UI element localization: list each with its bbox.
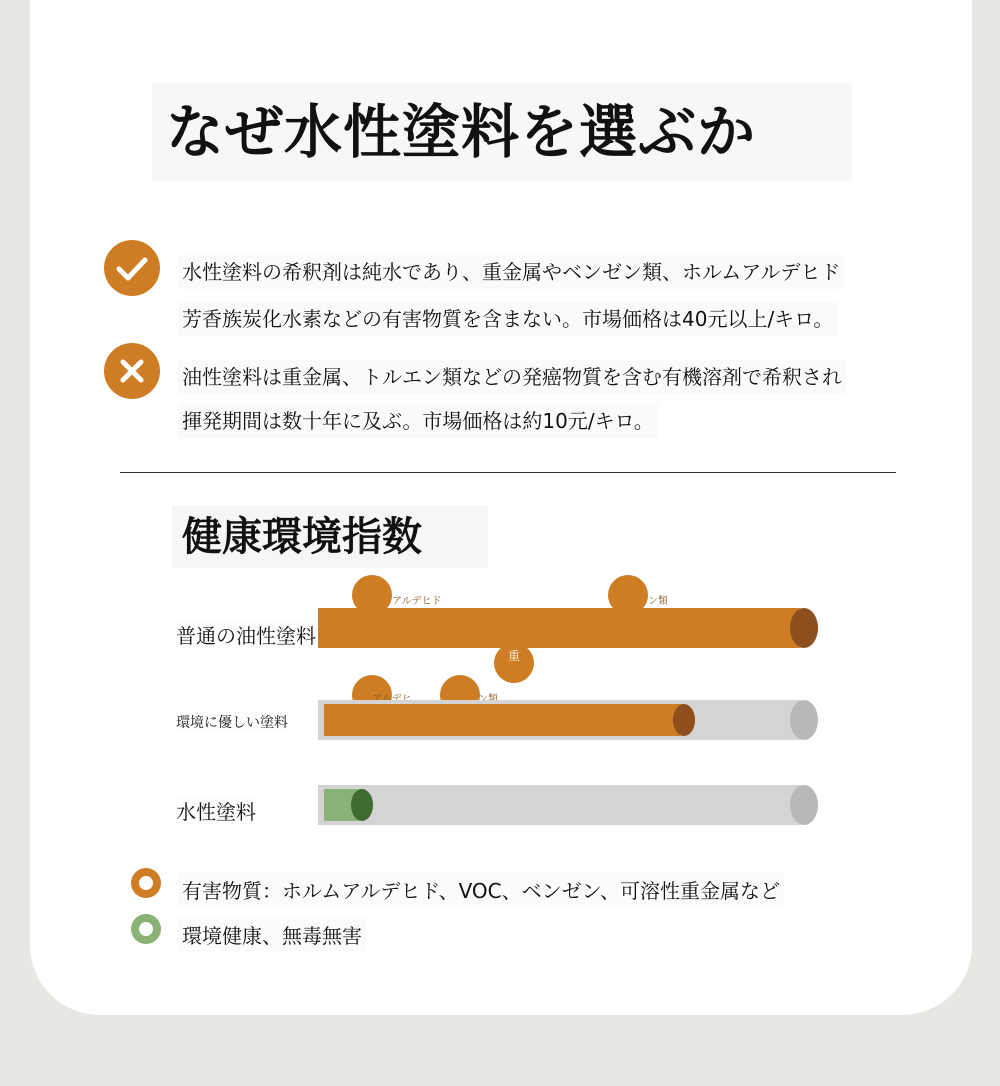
legend-dot-harmful xyxy=(131,868,161,898)
bar-track-1 xyxy=(318,608,818,648)
bar-track-2 xyxy=(318,700,818,740)
check-icon xyxy=(104,240,160,296)
legend-dot-healthy xyxy=(131,914,161,944)
bar-fill-3 xyxy=(324,789,373,821)
point-1-line-1: 水性塗料の希釈剤は純水であり、重金属やベンゼン類、ホルムアルデヒド xyxy=(178,255,844,289)
bar-end-cap-2 xyxy=(790,700,818,740)
legend-text-harmful: 有害物質：ホルムアルデヒド、VOC、ベンゼン、可溶性重金属など xyxy=(178,873,784,906)
bar-end-cap-3 xyxy=(790,785,818,825)
bar-track-3 xyxy=(318,785,818,825)
section-divider xyxy=(120,472,896,473)
bar-label-2: 環境に優しい塗料 xyxy=(176,712,288,732)
point-2-line-1: 油性塗料は重金属、トルエン類などの発癌物質を含む有機溶剤で希釈され xyxy=(178,360,846,394)
bubble-label-2: ン類 xyxy=(648,596,668,607)
bar-fill-2 xyxy=(324,704,695,736)
point-2-line-2: 揮発期間は数十年に及ぶ。市場価格は約10元/キロ。 xyxy=(178,404,658,438)
cross-icon xyxy=(104,343,160,399)
bubble-3: 重 xyxy=(494,643,534,683)
bubble-label-1: アルデヒド xyxy=(392,596,442,607)
page-title: なぜ水性塗料を選ぶか xyxy=(152,82,852,182)
legend-text-healthy: 環境健康、無毒無害 xyxy=(178,918,366,951)
fill-cap-3 xyxy=(351,789,373,821)
bar-end-cap-1 xyxy=(790,608,818,648)
bar-label-3: 水性塗料 xyxy=(176,796,256,825)
bar-label-1: 普通の油性塗料 xyxy=(176,620,316,649)
point-1-line-2: 芳香族炭化水素などの有害物質を含まない。市場価格は40元以上/キロ。 xyxy=(178,302,837,336)
fill-cap-2 xyxy=(673,704,695,736)
section-title: 健康環境指数 xyxy=(172,506,488,568)
